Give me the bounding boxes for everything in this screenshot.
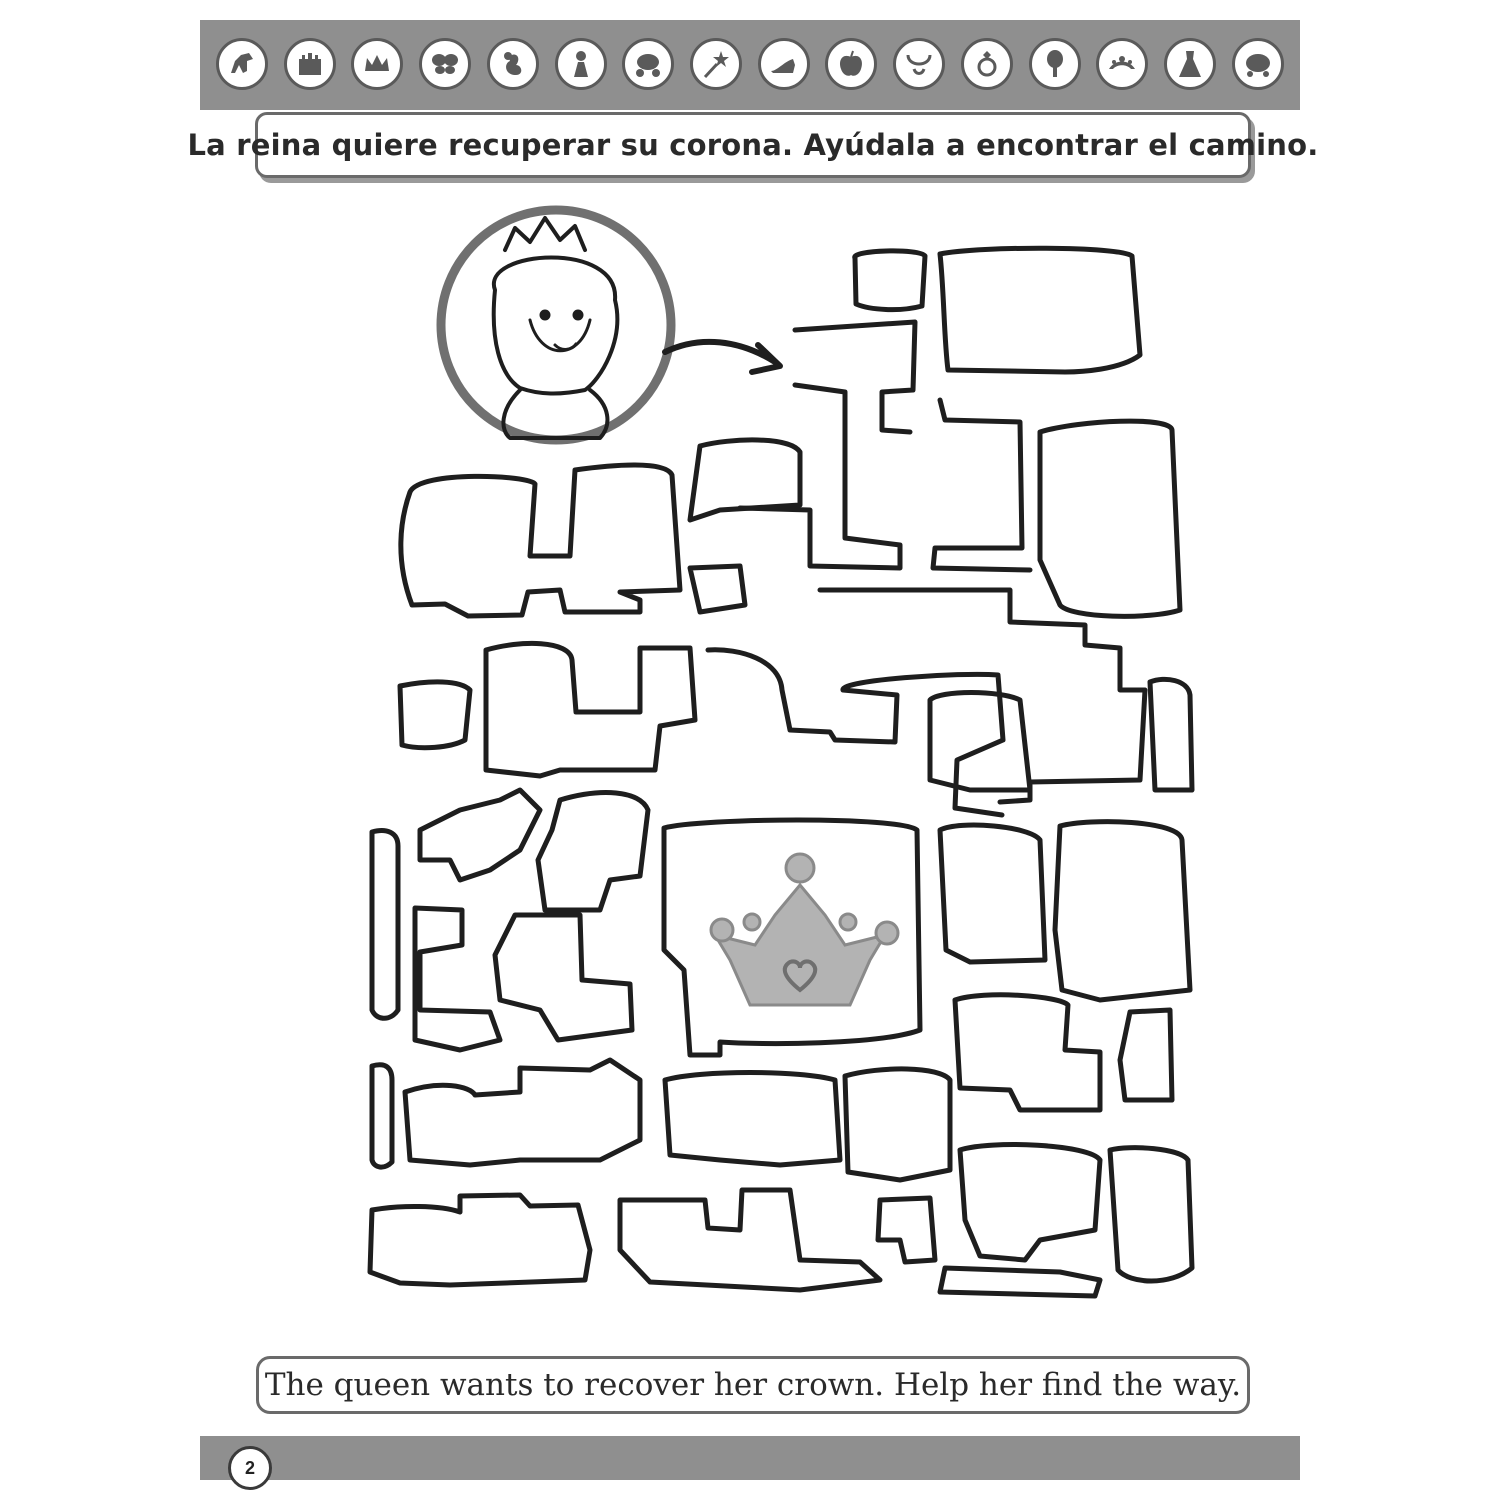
maze-walls <box>370 248 1192 1296</box>
queen-portrait <box>441 210 671 440</box>
instruction-text-spanish: La reina quiere recuperar su corona. Ayúdala a encontrar el camino. <box>187 128 1319 162</box>
instruction-text-english: The queen wants to recover her crown. Help her find the way. <box>264 1367 1242 1403</box>
crown-goal <box>711 854 898 1005</box>
bottom-decor-band <box>200 1436 1300 1480</box>
page-number: 2 <box>228 1446 272 1490</box>
instruction-banner-english <box>256 1356 1250 1414</box>
